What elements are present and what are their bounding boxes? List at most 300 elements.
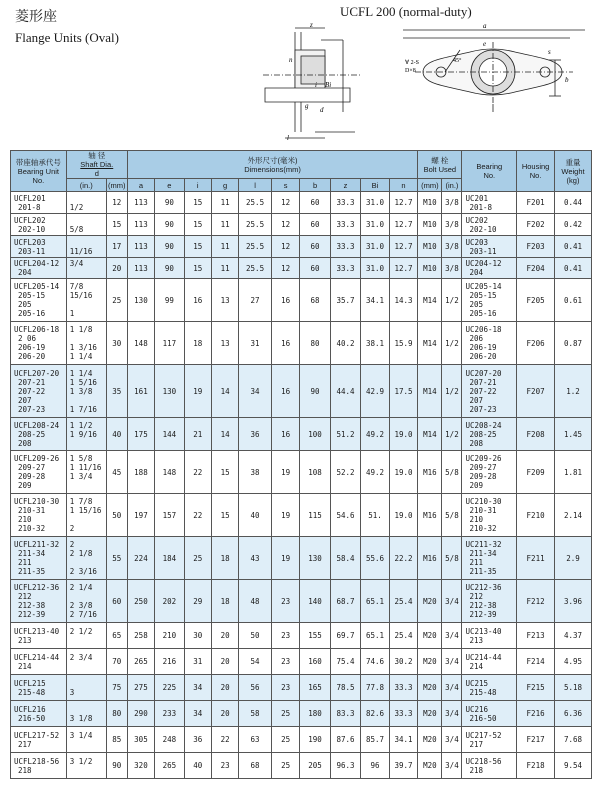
table-row [11, 494, 592, 537]
cell-z: 96.3 [330, 753, 361, 779]
cell-i: 15 [184, 258, 211, 279]
cell-s: 16 [271, 418, 299, 451]
cell-weight: 0.41 [555, 236, 592, 258]
cell-n: 25.4 [389, 623, 418, 649]
cell-bolt-mm: M14 [418, 418, 442, 451]
cell-n: 25.4 [389, 580, 418, 623]
cell-weight: 0.42 [555, 214, 592, 236]
cell-s: 12 [271, 192, 299, 214]
cell-housing-no: F210 [517, 494, 555, 537]
technical-drawings [255, 20, 600, 148]
cell-b: 60 [300, 258, 331, 279]
cell-g: 15 [211, 451, 238, 494]
cell-i: 30 [184, 623, 211, 649]
cell-e: 216 [155, 649, 184, 675]
cell-s: 23 [271, 649, 299, 675]
cell-bolt-in: 5/8 [442, 451, 462, 494]
cell-l: 68 [239, 753, 272, 779]
cell-shaft-mm: 90 [106, 753, 127, 779]
cell-g: 18 [211, 537, 238, 580]
cell-bi: 49.2 [361, 418, 389, 451]
cell-bolt-mm: M20 [418, 701, 442, 727]
cell-g: 20 [211, 623, 238, 649]
cell-s: 25 [271, 753, 299, 779]
cell-a: 224 [127, 537, 154, 580]
cell-e: 144 [155, 418, 184, 451]
cell-a: 258 [127, 623, 154, 649]
col-s: s [271, 179, 299, 192]
cell-shaft-mm: 35 [106, 365, 127, 418]
title-en: Flange Units (Oval) [15, 30, 119, 45]
cell-b: 155 [300, 623, 331, 649]
cell-bolt-mm: M14 [418, 365, 442, 418]
cell-bolt-mm: M16 [418, 451, 442, 494]
table-row [11, 279, 592, 322]
cell-bolt-in: 3/4 [442, 580, 462, 623]
cell-bearing-no: UC206-18 206 206-19 206-20 [462, 322, 517, 365]
cell-bearing-no: UC205-14 205-15 205 205-16 [462, 279, 517, 322]
cell-z: 58.4 [330, 537, 361, 580]
cell-bi: 31.0 [361, 236, 389, 258]
cell-z: 44.4 [330, 365, 361, 418]
cell-bolt-mm: M20 [418, 727, 442, 753]
cell-shaft-mm: 25 [106, 279, 127, 322]
table-row [11, 236, 592, 258]
cell-shaft-in: 3/4 [66, 258, 106, 279]
cell-bearing-no: UC202 202-10 [462, 214, 517, 236]
cell-shaft-in: 1 7/8 1 15/16 2 [66, 494, 106, 537]
cell-a: 197 [127, 494, 154, 537]
cell-a: 113 [127, 258, 154, 279]
cell-bolt-in: 1/2 [442, 365, 462, 418]
cell-i: 36 [184, 727, 211, 753]
cell-bearing-no: UC207-20 207-21 207-22 207 207-23 [462, 365, 517, 418]
cell-housing-no: F201 [517, 192, 555, 214]
cell-z: 35.7 [330, 279, 361, 322]
cell-l: 36 [239, 418, 272, 451]
cell-housing-no: F208 [517, 418, 555, 451]
cell-i: 31 [184, 649, 211, 675]
col-shaft: 轴 径 Shaft Dia. d [66, 151, 127, 179]
cell-i: 22 [184, 494, 211, 537]
cell-bolt-in: 3/4 [442, 727, 462, 753]
cell-s: 23 [271, 623, 299, 649]
cell-housing-no: F203 [517, 236, 555, 258]
cell-shaft-mm: 50 [106, 494, 127, 537]
cell-housing-no: F218 [517, 753, 555, 779]
table-row [11, 701, 592, 727]
cell-housing-no: F211 [517, 537, 555, 580]
table-row [11, 623, 592, 649]
cell-bolt-in: 1/2 [442, 279, 462, 322]
cell-i: 15 [184, 236, 211, 258]
cell-bolt-mm: M16 [418, 494, 442, 537]
cell-weight: 0.41 [555, 258, 592, 279]
cell-shaft-in: 5/8 [66, 214, 106, 236]
cell-bi: 42.9 [361, 365, 389, 418]
label-n: n [289, 56, 293, 64]
cell-s: 25 [271, 701, 299, 727]
cell-shaft-mm: 85 [106, 727, 127, 753]
cell-s: 19 [271, 537, 299, 580]
cell-g: 20 [211, 701, 238, 727]
cell-n: 33.3 [389, 675, 418, 701]
cell-weight: 0.44 [555, 192, 592, 214]
cell-bearing-no: UC212-36 212 212-38 212-39 [462, 580, 517, 623]
cell-shaft-in: 2 2 1/8 2 3/16 [66, 537, 106, 580]
table-row [11, 675, 592, 701]
cell-l: 63 [239, 727, 272, 753]
cell-n: 15.9 [389, 322, 418, 365]
cell-weight: 1.81 [555, 451, 592, 494]
cell-bolt-mm: M20 [418, 649, 442, 675]
cell-shaft-in: 1 5/8 1 11/16 1 3/4 [66, 451, 106, 494]
cell-bolt-mm: M20 [418, 623, 442, 649]
cell-i: 25 [184, 537, 211, 580]
cell-i: 29 [184, 580, 211, 623]
cell-bolt-in: 3/8 [442, 236, 462, 258]
cell-unit-no: UCFL210-30 210-31 210 210-32 [11, 494, 67, 537]
cell-housing-no: F207 [517, 365, 555, 418]
cell-shaft-mm: 80 [106, 701, 127, 727]
cell-z: 78.5 [330, 675, 361, 701]
label-i: i [315, 81, 317, 89]
cell-bearing-no: UC216 216-50 [462, 701, 517, 727]
cell-shaft-mm: 30 [106, 322, 127, 365]
cell-bi: 34.1 [361, 279, 389, 322]
cell-shaft-mm: 60 [106, 580, 127, 623]
cell-n: 33.3 [389, 701, 418, 727]
cell-shaft-in: 3 1/2 [66, 753, 106, 779]
cell-bolt-mm: M10 [418, 192, 442, 214]
cell-bi: 82.6 [361, 701, 389, 727]
cell-shaft-in: 3 1/8 [66, 701, 106, 727]
cell-n: 19.0 [389, 418, 418, 451]
cell-a: 161 [127, 365, 154, 418]
cell-shaft-mm: 45 [106, 451, 127, 494]
cell-bolt-mm: M10 [418, 214, 442, 236]
cell-b: 115 [300, 494, 331, 537]
cell-unit-no: UCFL215 215-48 [11, 675, 67, 701]
cell-shaft-in: 1 1/4 1 5/16 1 3/8 1 7/16 [66, 365, 106, 418]
cell-g: 18 [211, 580, 238, 623]
cell-s: 16 [271, 322, 299, 365]
cell-l: 50 [239, 623, 272, 649]
cell-e: 184 [155, 537, 184, 580]
cell-bearing-no: UC214-44 214 [462, 649, 517, 675]
cell-unit-no: UCFL216 216-50 [11, 701, 67, 727]
cell-g: 22 [211, 727, 238, 753]
cell-g: 20 [211, 649, 238, 675]
label-size-note: ∀ 2-S [405, 60, 419, 66]
cell-shaft-mm: 17 [106, 236, 127, 258]
cell-a: 113 [127, 236, 154, 258]
cell-unit-no: UCFL214-44 214 [11, 649, 67, 675]
cell-n: 12.7 [389, 192, 418, 214]
cell-g: 14 [211, 418, 238, 451]
cell-i: 16 [184, 279, 211, 322]
cell-n: 30.2 [389, 649, 418, 675]
cell-i: 22 [184, 451, 211, 494]
label-d: d [320, 106, 324, 114]
cell-unit-no: UCFL212-36 212 212-38 212-39 [11, 580, 67, 623]
table-row [11, 727, 592, 753]
cell-bearing-no: UC211-32 211-34 211 211-35 [462, 537, 517, 580]
col-unit: 带座轴承代号 Bearing Unit No. [11, 151, 67, 192]
cell-a: 130 [127, 279, 154, 322]
cell-l: 48 [239, 580, 272, 623]
cell-weight: 2.14 [555, 494, 592, 537]
cell-g: 20 [211, 675, 238, 701]
cell-n: 34.1 [389, 727, 418, 753]
cell-n: 19.0 [389, 494, 418, 537]
cell-housing-no: F216 [517, 701, 555, 727]
cell-b: 60 [300, 192, 331, 214]
cell-bi: 96 [361, 753, 389, 779]
col-e: e [155, 179, 184, 192]
cell-a: 113 [127, 192, 154, 214]
cell-bolt-mm: M14 [418, 279, 442, 322]
spec-table-body [11, 192, 592, 779]
cell-bi: 51. [361, 494, 389, 537]
col-a: a [127, 179, 154, 192]
cell-unit-no: UCFL218-56 218 [11, 753, 67, 779]
cell-g: 11 [211, 258, 238, 279]
table-row [11, 322, 592, 365]
cell-unit-no: UCFL207-20 207-21 207-22 207 207-23 [11, 365, 67, 418]
cell-s: 19 [271, 451, 299, 494]
cell-bolt-mm: M10 [418, 258, 442, 279]
cell-b: 180 [300, 701, 331, 727]
label-a: a [483, 22, 487, 30]
cell-housing-no: F204 [517, 258, 555, 279]
cell-bi: 55.6 [361, 537, 389, 580]
cell-bolt-in: 3/8 [442, 192, 462, 214]
cell-weight: 6.36 [555, 701, 592, 727]
cell-i: 40 [184, 753, 211, 779]
cell-z: 33.3 [330, 214, 361, 236]
cell-z: 83.3 [330, 701, 361, 727]
cell-weight: 3.96 [555, 580, 592, 623]
cell-e: 248 [155, 727, 184, 753]
cell-a: 290 [127, 701, 154, 727]
cell-i: 18 [184, 322, 211, 365]
cell-shaft-mm: 65 [106, 623, 127, 649]
cell-z: 40.2 [330, 322, 361, 365]
cell-housing-no: F212 [517, 580, 555, 623]
cell-shaft-in: 2 1/2 [66, 623, 106, 649]
table-row [11, 192, 592, 214]
cell-bolt-in: 3/8 [442, 214, 462, 236]
label-s: s [548, 48, 551, 56]
cell-i: 34 [184, 701, 211, 727]
cell-n: 14.3 [389, 279, 418, 322]
col-z: z [330, 179, 361, 192]
cell-bearing-no: UC217-52 217 [462, 727, 517, 753]
cell-l: 25.5 [239, 236, 272, 258]
cell-g: 14 [211, 365, 238, 418]
cell-n: 39.7 [389, 753, 418, 779]
cell-l: 25.5 [239, 192, 272, 214]
cell-s: 16 [271, 279, 299, 322]
cell-g: 11 [211, 236, 238, 258]
cell-e: 202 [155, 580, 184, 623]
cell-housing-no: F209 [517, 451, 555, 494]
label-bi: Bi [325, 81, 332, 89]
cell-l: 43 [239, 537, 272, 580]
cell-n: 22.2 [389, 537, 418, 580]
cell-bi: 38.1 [361, 322, 389, 365]
cell-l: 38 [239, 451, 272, 494]
cell-unit-no: UCFL202 202-10 [11, 214, 67, 236]
label-b: b [565, 76, 569, 84]
cell-shaft-in: 7/8 15/16 1 [66, 279, 106, 322]
cell-bolt-mm: M20 [418, 753, 442, 779]
cell-s: 12 [271, 214, 299, 236]
cell-unit-no: UCFL211-32 211-34 211 211-35 [11, 537, 67, 580]
label-z: z [310, 21, 313, 29]
cell-bi: 77.8 [361, 675, 389, 701]
cell-l: 58 [239, 701, 272, 727]
cell-unit-no: UCFL203 203-11 [11, 236, 67, 258]
cell-n: 12.7 [389, 258, 418, 279]
cell-shaft-mm: 12 [106, 192, 127, 214]
cell-shaft-in: 11/16 [66, 236, 106, 258]
cell-shaft-mm: 15 [106, 214, 127, 236]
cell-housing-no: F217 [517, 727, 555, 753]
cell-shaft-in: 2 1/4 2 3/8 2 7/16 [66, 580, 106, 623]
cell-unit-no: UCFL208-24 208-25 208 [11, 418, 67, 451]
cell-bearing-no: UC210-30 210-31 210 210-32 [462, 494, 517, 537]
cell-z: 54.6 [330, 494, 361, 537]
cell-bolt-mm: M16 [418, 537, 442, 580]
col-shaft-mm: (mm) [108, 180, 126, 190]
cell-b: 165 [300, 675, 331, 701]
col-n: n [389, 179, 418, 192]
cell-z: 33.3 [330, 236, 361, 258]
cell-l: 54 [239, 649, 272, 675]
cell-bolt-in: 3/8 [442, 258, 462, 279]
cell-n: 12.7 [389, 214, 418, 236]
cell-l: 27 [239, 279, 272, 322]
cell-e: 210 [155, 623, 184, 649]
cell-bolt-in: 3/4 [442, 701, 462, 727]
cell-g: 11 [211, 214, 238, 236]
cell-bolt-in: 3/4 [442, 649, 462, 675]
cell-l: 25.5 [239, 258, 272, 279]
cell-unit-no: UCFL206-18 2 06 206-19 206-20 [11, 322, 67, 365]
cell-n: 12.7 [389, 236, 418, 258]
cell-bolt-in: 3/4 [442, 753, 462, 779]
cell-housing-no: F202 [517, 214, 555, 236]
cell-i: 19 [184, 365, 211, 418]
cell-bearing-no: UC215 215-48 [462, 675, 517, 701]
cell-i: 34 [184, 675, 211, 701]
cell-n: 17.5 [389, 365, 418, 418]
table-row [11, 451, 592, 494]
cell-bearing-no: UC218-56 218 [462, 753, 517, 779]
cell-unit-no: UCFL201 201-8 [11, 192, 67, 214]
cell-bolt-in: 3/4 [442, 675, 462, 701]
cell-e: 90 [155, 214, 184, 236]
label-e: e [483, 40, 487, 48]
cell-bi: 31.0 [361, 258, 389, 279]
col-l: l [239, 179, 272, 192]
cell-weight: 1.2 [555, 365, 592, 418]
cell-b: 140 [300, 580, 331, 623]
cell-s: 19 [271, 494, 299, 537]
cell-e: 130 [155, 365, 184, 418]
col-bolt-in: (in.) [442, 179, 462, 192]
cell-e: 225 [155, 675, 184, 701]
cell-l: 31 [239, 322, 272, 365]
cell-unit-no: UCFL209-26 209-27 209-28 209 [11, 451, 67, 494]
cell-bolt-in: 5/8 [442, 494, 462, 537]
cell-bolt-in: 1/2 [442, 418, 462, 451]
label-l: l [287, 134, 289, 142]
col-bi: Bi [361, 179, 389, 192]
cell-g: 13 [211, 279, 238, 322]
cell-housing-no: F215 [517, 675, 555, 701]
cell-z: 51.2 [330, 418, 361, 451]
cell-z: 87.6 [330, 727, 361, 753]
cell-shaft-mm: 70 [106, 649, 127, 675]
col-g: g [211, 179, 238, 192]
cell-z: 33.3 [330, 258, 361, 279]
cell-g: 15 [211, 494, 238, 537]
cell-i: 15 [184, 214, 211, 236]
cell-bi: 49.2 [361, 451, 389, 494]
cell-bearing-no: UC204-12 204 [462, 258, 517, 279]
cell-i: 15 [184, 192, 211, 214]
cell-weight: 2.9 [555, 537, 592, 580]
table-row [11, 418, 592, 451]
cell-a: 175 [127, 418, 154, 451]
cell-bolt-in: 5/8 [442, 537, 462, 580]
side-section-view [263, 28, 360, 138]
cell-shaft-in: 1 1/2 1 9/16 [66, 418, 106, 451]
cell-bearing-no: UC209-26 209-27 209-28 209 [462, 451, 517, 494]
cell-bolt-mm: M14 [418, 322, 442, 365]
cell-a: 148 [127, 322, 154, 365]
cell-bearing-no: UC213-40 213 [462, 623, 517, 649]
cell-l: 34 [239, 365, 272, 418]
cell-s: 12 [271, 236, 299, 258]
cell-a: 113 [127, 214, 154, 236]
cell-z: 52.2 [330, 451, 361, 494]
cell-e: 90 [155, 192, 184, 214]
cell-e: 265 [155, 753, 184, 779]
cell-n: 19.0 [389, 451, 418, 494]
cell-shaft-mm: 55 [106, 537, 127, 580]
cell-e: 157 [155, 494, 184, 537]
table-row [11, 753, 592, 779]
cell-b: 60 [300, 236, 331, 258]
col-bearing: Bearing No. [462, 151, 517, 192]
front-view [403, 30, 585, 112]
cell-shaft-mm: 20 [106, 258, 127, 279]
cell-unit-no: UCFL204-12 204 [11, 258, 67, 279]
label-size-note2: D×8 [405, 68, 416, 74]
col-dimensions: 外形尺寸(毫米) Dimensions(mm) [127, 151, 417, 179]
cell-a: 265 [127, 649, 154, 675]
cell-a: 250 [127, 580, 154, 623]
cell-unit-no: UCFL205-14 205-15 205 205-16 [11, 279, 67, 322]
table-row [11, 365, 592, 418]
title-cn: 菱形座 [15, 9, 57, 25]
cell-weight: 0.87 [555, 322, 592, 365]
cell-bi: 31.0 [361, 214, 389, 236]
